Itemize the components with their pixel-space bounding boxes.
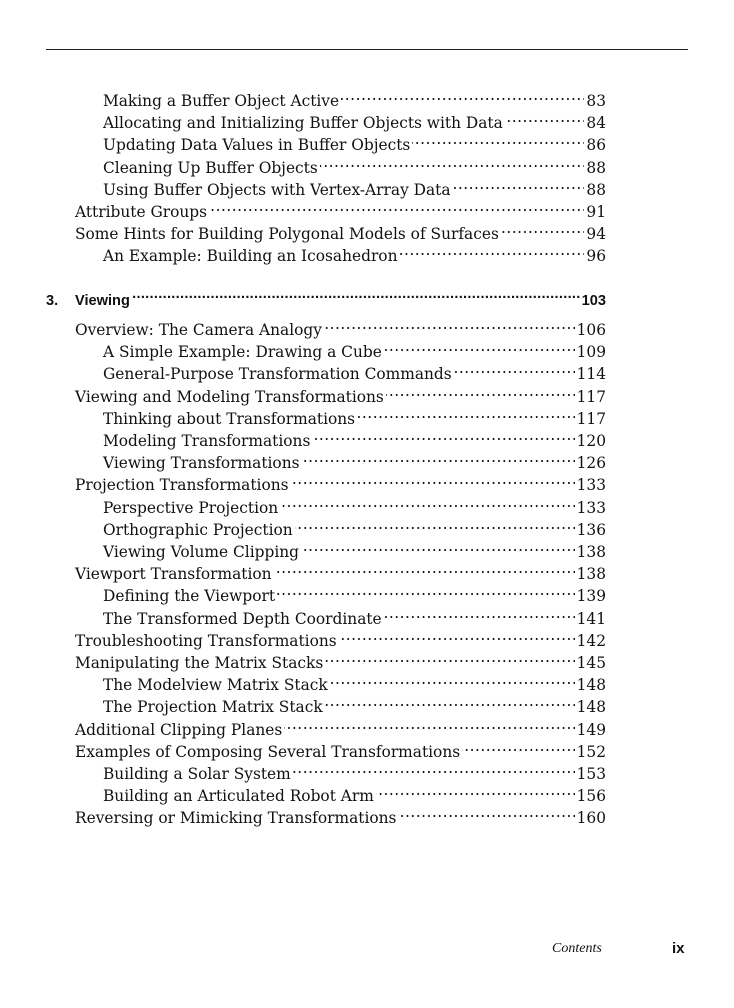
toc-entry-page-number: 84 — [586, 114, 606, 133]
toc-entry-title: Projection Transformations — [75, 476, 289, 495]
toc-entry — [103, 84, 606, 110]
toc-entry-title: Updating Data Values in Buffer Objects — [103, 136, 411, 155]
dot-leader — [301, 535, 575, 557]
toc-entry-title: Manipulating the Matrix Stacks — [75, 654, 324, 672]
toc-entry-title: Troubleshooting Transformations — [75, 631, 337, 650]
toc-entry — [103, 513, 606, 539]
dot-leader — [330, 668, 575, 690]
toc-entry-title: Examples of Composing Several Transformations — [75, 742, 461, 761]
toc-entry-page-number: 138 — [576, 543, 606, 561]
dot-leader — [386, 380, 575, 402]
dot-leader — [280, 491, 574, 513]
toc-entry — [103, 757, 606, 783]
dot-leader — [325, 690, 575, 712]
toc-entry — [75, 195, 606, 221]
dot-leader — [454, 357, 575, 379]
toc-entry — [103, 106, 606, 133]
toc-entry — [75, 217, 606, 244]
dot-leader — [312, 424, 574, 446]
toc-entry-page-number: 114 — [576, 365, 606, 384]
toc-entry-title: The Modelview Matrix Stack — [103, 676, 328, 695]
toc-entry — [103, 128, 606, 155]
toc-entry-title: Making a Buffer Object Active — [103, 92, 340, 110]
footer-page-number: ix — [672, 940, 685, 957]
dot-leader — [324, 313, 575, 335]
toc-entry-title: Thinking about Transformations — [103, 409, 356, 428]
toc-entry-page-number: 145 — [576, 654, 606, 672]
toc-entry-title: A Simple Example: Drawing a Cube — [103, 343, 382, 362]
toc-entry — [103, 602, 606, 628]
dot-leader — [320, 151, 585, 173]
toc-entry-title: The Projection Matrix Stack — [103, 698, 323, 717]
toc-entry-title: Viewing Transformations — [103, 454, 300, 473]
toc-entry-title: Building an Articulated Robot Arm — [103, 787, 374, 806]
dot-leader — [284, 713, 574, 735]
toc-entry — [75, 801, 606, 828]
toc-entry-page-number: 156 — [576, 787, 606, 806]
toc-entry-page-number: 94 — [586, 225, 606, 244]
toc-chapter-heading — [46, 283, 606, 309]
toc-entry-title: Allocating and Initializing Buffer Objects with Data — [103, 114, 503, 133]
toc-entry-title: Defining the Viewport — [103, 587, 276, 606]
toc-entry-title: An Example: Building an Icosahedron — [103, 247, 398, 266]
dot-leader — [501, 217, 585, 239]
toc-entry-page-number: 142 — [576, 631, 606, 650]
dot-leader — [325, 646, 574, 668]
toc-entry-page-number: 148 — [576, 698, 606, 717]
toc-entry — [75, 646, 606, 672]
toc-entry — [75, 468, 606, 495]
dot-leader — [412, 128, 584, 150]
chapter-page-number: 103 — [581, 293, 606, 309]
footer-section-label: Contents — [552, 941, 602, 956]
toc-entry-title: Using Buffer Objects with Vertex-Array Data — [103, 180, 451, 199]
chapter-number: 3. — [46, 293, 59, 309]
dot-leader — [209, 195, 584, 217]
toc-entry-page-number: 133 — [576, 498, 606, 517]
toc-entry-title: Overview: The Camera Analogy — [75, 321, 322, 339]
toc-entry — [75, 713, 606, 739]
chapter-title: Viewing — [75, 293, 130, 309]
dot-leader — [357, 402, 575, 424]
toc-entry-title: Perspective Projection — [103, 498, 279, 517]
toc-entry-title: Orthographic Projection — [103, 520, 293, 539]
dot-leader — [453, 173, 585, 195]
toc-entry — [103, 239, 606, 266]
toc-entry-title: Cleaning Up Buffer Objects — [103, 158, 318, 177]
toc-entry-page-number: 120 — [576, 432, 606, 450]
toc-entry-title: Reversing or Mimicking Transformations — [75, 809, 397, 828]
toc-entry-title: General-Purpose Transformation Commands — [103, 365, 452, 384]
toc-entry — [103, 668, 606, 695]
toc-entry — [75, 557, 606, 584]
toc-entry-page-number: 117 — [576, 387, 606, 406]
toc-entry-page-number: 88 — [586, 180, 606, 199]
toc-entry-page-number: 139 — [576, 587, 606, 606]
toc-entry-page-number: 138 — [576, 565, 606, 584]
dot-leader — [400, 239, 585, 261]
toc-entry-page-number: 152 — [576, 742, 606, 761]
toc-entry-page-number: 96 — [586, 247, 606, 266]
toc-entry — [103, 690, 606, 717]
toc-entry-page-number: 91 — [586, 203, 606, 221]
dot-leader — [291, 468, 575, 490]
toc-entry-title: Building a Solar System — [103, 765, 291, 783]
dot-leader — [293, 757, 575, 779]
dot-leader — [341, 84, 584, 106]
header-rule — [46, 49, 688, 50]
dot-leader — [131, 283, 581, 305]
toc-entry-title: Viewing and Modeling Transformations — [75, 387, 384, 406]
toc-entry-title: Some Hints for Building Polygonal Models of Surfaces — [75, 225, 499, 244]
dot-leader — [274, 557, 575, 579]
toc-entry — [103, 424, 606, 450]
toc-entry-title: Modeling Transformations — [103, 432, 311, 450]
toc-entry — [103, 491, 606, 517]
toc-entry-page-number: 160 — [576, 809, 606, 828]
dot-leader — [505, 106, 585, 128]
toc-entry-page-number: 153 — [576, 765, 606, 783]
toc-entry-page-number: 83 — [586, 92, 606, 110]
toc-entry-title: The Transformed Depth Coordinate — [103, 609, 382, 628]
toc-entry — [103, 779, 606, 806]
toc-entry-page-number: 141 — [576, 609, 606, 628]
toc-entry — [75, 380, 606, 406]
toc-entry-page-number: 88 — [586, 158, 606, 177]
toc-entry-page-number: 136 — [576, 520, 606, 539]
toc-entry — [103, 151, 606, 177]
toc-entry-page-number: 106 — [576, 321, 606, 339]
dot-leader — [277, 579, 575, 601]
toc-entry-title: Attribute Groups — [75, 203, 208, 221]
toc-entry — [75, 313, 606, 339]
toc-entry — [103, 335, 606, 362]
toc-entry — [103, 402, 606, 428]
toc-entry-title: Additional Clipping Planes — [75, 720, 283, 739]
toc-entry-page-number: 117 — [576, 409, 606, 428]
toc-entry — [103, 535, 606, 561]
toc-entry-page-number: 149 — [576, 720, 606, 739]
toc-entry-title: Viewing Volume Clipping — [103, 543, 300, 561]
dot-leader — [384, 335, 575, 357]
dot-leader — [295, 513, 575, 535]
toc-entry-page-number: 109 — [576, 343, 606, 362]
toc-entry — [103, 173, 606, 199]
toc-entry-page-number: 126 — [576, 454, 606, 473]
toc-entry — [103, 446, 606, 473]
toc-entry-page-number: 133 — [576, 476, 606, 495]
dot-leader — [376, 779, 575, 801]
toc-entry-title: Viewport Transformation — [75, 565, 272, 584]
dot-leader — [462, 735, 574, 757]
toc-entry — [103, 357, 606, 384]
dot-leader — [339, 624, 575, 646]
dot-leader — [384, 602, 575, 624]
toc-entry — [103, 579, 606, 606]
dot-leader — [398, 801, 574, 823]
toc-entry-page-number: 86 — [586, 136, 606, 155]
dot-leader — [302, 446, 575, 468]
toc-entry-page-number: 148 — [576, 676, 606, 695]
toc-entry — [75, 624, 606, 650]
toc-entry — [75, 735, 606, 761]
